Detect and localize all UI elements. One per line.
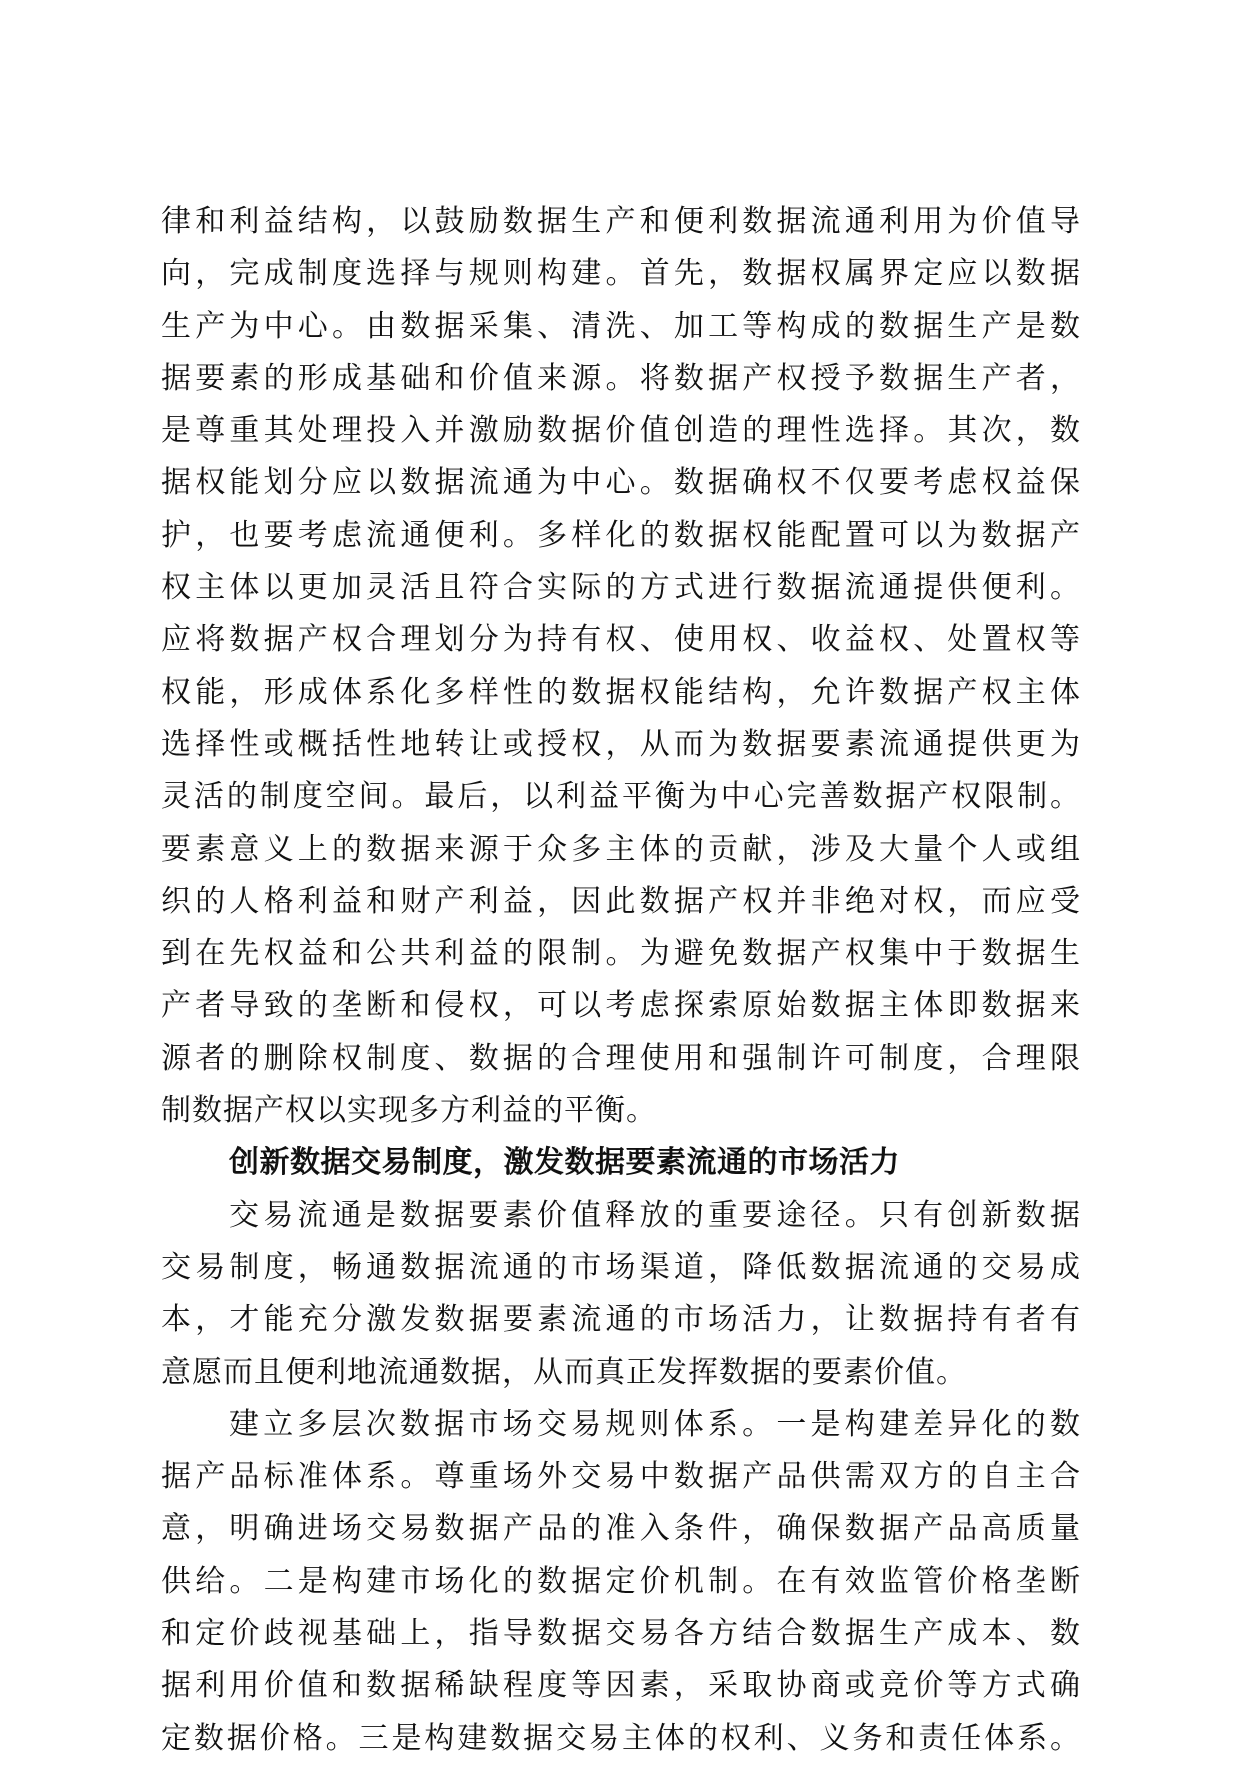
text-line: 本，才能充分激发数据要素流通的市场活力，让数据持有者有 xyxy=(161,1302,1081,1338)
text-line: 据要素的形成基础和价值来源。将数据产权授予数据生产者， xyxy=(161,360,1081,396)
text-line: 意愿而且便利地流通数据，从而真正发挥数据的要素价值。 xyxy=(161,1354,967,1390)
text-line: 权能，形成体系化多样性的数据权能结构，允许数据产权主体 xyxy=(161,674,1081,710)
text-line: 交易流通是数据要素价值释放的重要途径。只有创新数据 xyxy=(229,1197,1081,1233)
text-line: 制数据产权以实现多方利益的平衡。 xyxy=(161,1093,657,1129)
text-line: 应将数据产权合理划分为持有权、使用权、收益权、处置权等 xyxy=(161,622,1081,658)
text-line: 产者导致的垄断和侵权，可以考虑探索原始数据主体即数据来 xyxy=(161,988,1081,1024)
text-line: 建立多层次数据市场交易规则体系。一是构建差异化的数 xyxy=(229,1406,1081,1442)
text-line: 是尊重其处理投入并激励数据价值创造的理性选择。其次，数 xyxy=(161,413,1081,449)
text-line: 供给。二是构建市场化的数据定价机制。在有效监管价格垄断 xyxy=(161,1563,1081,1599)
text-line: 定数据价格。三是构建数据交易主体的权利、义务和责任体系。 xyxy=(161,1720,1081,1756)
text-line: 据利用价值和数据稀缺程度等因素，采取协商或竞价等方式确 xyxy=(161,1668,1081,1704)
text-line: 权主体以更加灵活且符合实际的方式进行数据流通提供便利。 xyxy=(161,570,1081,606)
text-line: 到在先权益和公共利益的限制。为避免数据产权集中于数据生 xyxy=(161,936,1081,972)
text-line: 交易制度，畅通数据流通的市场渠道，降低数据流通的交易成 xyxy=(161,1249,1081,1285)
text-line: 源者的删除权制度、数据的合理使用和强制许可制度，合理限 xyxy=(161,1040,1081,1076)
text-line: 灵活的制度空间。最后，以利益平衡为中心完善数据产权限制。 xyxy=(161,779,1081,815)
body-text xyxy=(161,196,1081,1765)
text-line: 选择性或概括性地转让或授权，从而为数据要素流通提供更为 xyxy=(161,726,1081,762)
text-line: 要素意义上的数据来源于众多主体的贡献，涉及大量个人或组 xyxy=(161,831,1081,867)
text-line: 律和利益结构，以鼓励数据生产和便利数据流通利用为价值导 xyxy=(161,204,1081,239)
text-line: 织的人格利益和财产利益，因此数据产权并非绝对权，而应受 xyxy=(161,883,1081,919)
text-line: 据产品标准体系。尊重场外交易中数据产品供需双方的自主合 xyxy=(161,1459,1081,1495)
text-line: 护，也要考虑流通便利。多样化的数据权能配置可以为数据产 xyxy=(161,517,1081,553)
text-line: 据权能划分应以数据流通为中心。数据确权不仅要考虑权益保 xyxy=(161,465,1081,501)
text-line: 意，明确进场交易数据产品的准入条件，确保数据产品高质量 xyxy=(161,1511,1081,1547)
text-line: 和定价歧视基础上，指导数据交易各方结合数据生产成本、数 xyxy=(161,1616,1081,1652)
text-line: 向，完成制度选择与规则构建。首先，数据权属界定应以数据 xyxy=(161,256,1081,292)
section-heading: 创新数据交易制度，激发数据要素流通的市场活力 xyxy=(229,1145,900,1181)
text-line: 生产为中心。由数据采集、清洗、加工等构成的数据生产是数 xyxy=(161,308,1081,344)
